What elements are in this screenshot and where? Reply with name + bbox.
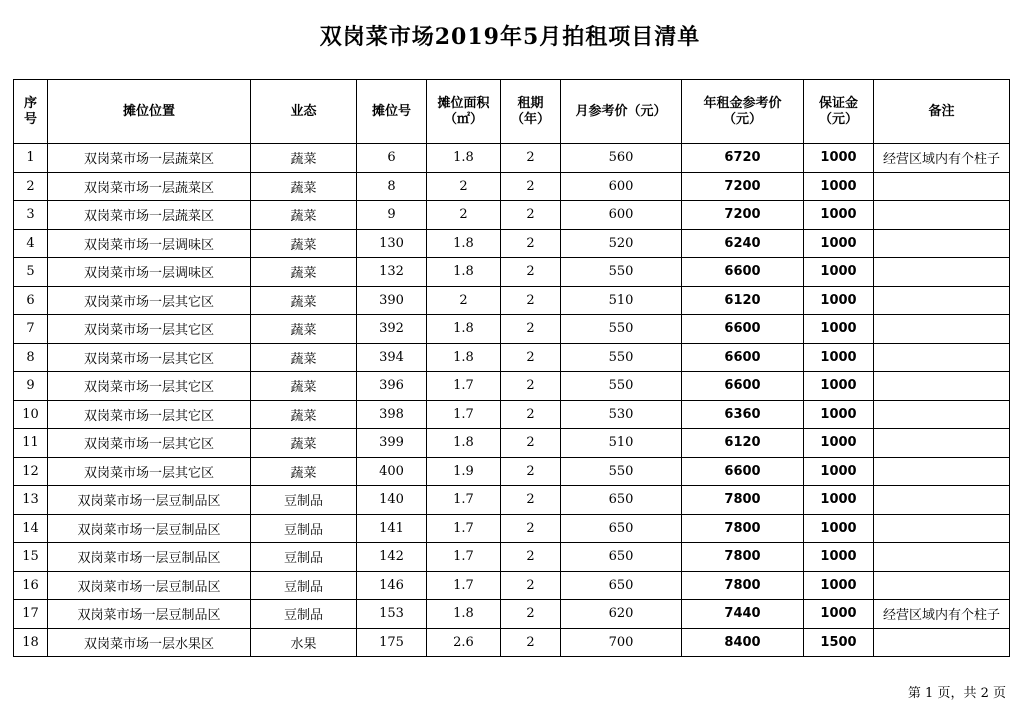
stall-area-cell: 1.8 <box>427 258 501 287</box>
table-row <box>14 457 1010 486</box>
row-number-cell: 1 <box>14 144 48 173</box>
rent-table <box>13 79 1010 657</box>
stall-area-cell: 1.8 <box>427 600 501 629</box>
row-number-cell: 7 <box>14 315 48 344</box>
stall-area-cell: 1.8 <box>427 315 501 344</box>
stall-location-cell: 双岗菜市场一层蔬菜区 <box>48 201 251 230</box>
stall-number-cell: 142 <box>357 543 427 572</box>
annual-rent-cell: 6600 <box>682 315 804 344</box>
monthly-price-cell: 510 <box>561 286 682 315</box>
lease-term-cell: 2 <box>501 343 561 372</box>
lease-term-cell: 2 <box>501 258 561 287</box>
business-type-cell: 蔬菜 <box>251 315 357 344</box>
business-type-cell: 蔬菜 <box>251 201 357 230</box>
annual-rent-cell: 7200 <box>682 172 804 201</box>
lease-term-cell: 2 <box>501 514 561 543</box>
monthly-price-cell: 550 <box>561 343 682 372</box>
deposit-cell: 1000 <box>804 172 874 201</box>
header-cell: 年租金参考价 （元） <box>682 80 804 144</box>
deposit-cell: 1000 <box>804 400 874 429</box>
business-type-cell: 蔬菜 <box>251 372 357 401</box>
table-row <box>14 628 1010 657</box>
deposit-cell: 1000 <box>804 315 874 344</box>
annual-rent-cell: 7440 <box>682 600 804 629</box>
business-type-cell: 水果 <box>251 628 357 657</box>
stall-number-cell: 8 <box>357 172 427 201</box>
stall-number-cell: 140 <box>357 486 427 515</box>
lease-term-cell: 2 <box>501 628 561 657</box>
row-number-cell: 9 <box>14 372 48 401</box>
monthly-price-cell: 510 <box>561 429 682 458</box>
table-row <box>14 400 1010 429</box>
row-number-cell: 16 <box>14 571 48 600</box>
deposit-cell: 1000 <box>804 372 874 401</box>
stall-area-cell: 1.7 <box>427 486 501 515</box>
annual-rent-cell: 6600 <box>682 343 804 372</box>
business-type-cell: 豆制品 <box>251 543 357 572</box>
monthly-price-cell: 530 <box>561 400 682 429</box>
table-row <box>14 343 1010 372</box>
stall-area-cell: 2 <box>427 172 501 201</box>
stall-number-cell: 396 <box>357 372 427 401</box>
deposit-cell: 1000 <box>804 514 874 543</box>
lease-term-cell: 2 <box>501 172 561 201</box>
lease-term-cell: 2 <box>501 600 561 629</box>
table-row <box>14 315 1010 344</box>
stall-location-cell: 双岗菜市场一层其它区 <box>48 457 251 486</box>
lease-term-cell: 2 <box>501 400 561 429</box>
annual-rent-cell: 6240 <box>682 229 804 258</box>
row-number-cell: 4 <box>14 229 48 258</box>
page-title: 双岗菜市场2019年5月拍租项目清单 <box>319 24 701 50</box>
remark-cell <box>874 543 1010 572</box>
row-number-cell: 13 <box>14 486 48 515</box>
remark-cell <box>874 258 1010 287</box>
annual-rent-cell: 6120 <box>682 429 804 458</box>
table-row <box>14 144 1010 173</box>
remark-cell <box>874 400 1010 429</box>
lease-term-cell: 2 <box>501 315 561 344</box>
monthly-price-cell: 620 <box>561 600 682 629</box>
stall-location-cell: 双岗菜市场一层蔬菜区 <box>48 144 251 173</box>
monthly-price-cell: 650 <box>561 571 682 600</box>
deposit-cell: 1000 <box>804 457 874 486</box>
row-number-cell: 6 <box>14 286 48 315</box>
business-type-cell: 蔬菜 <box>251 172 357 201</box>
stall-location-cell: 双岗菜市场一层其它区 <box>48 315 251 344</box>
stall-location-cell: 双岗菜市场一层豆制品区 <box>48 543 251 572</box>
annual-rent-cell: 6600 <box>682 372 804 401</box>
header-cell: 备注 <box>874 80 1010 144</box>
remark-cell: 经营区域内有个柱子 <box>874 144 1010 173</box>
business-type-cell: 豆制品 <box>251 600 357 629</box>
remark-cell <box>874 343 1010 372</box>
stall-number-cell: 392 <box>357 315 427 344</box>
stall-area-cell: 1.8 <box>427 343 501 372</box>
remark-cell <box>874 201 1010 230</box>
monthly-price-cell: 600 <box>561 201 682 230</box>
annual-rent-cell: 7800 <box>682 543 804 572</box>
annual-rent-cell: 7200 <box>682 201 804 230</box>
annual-rent-cell: 6360 <box>682 400 804 429</box>
deposit-cell: 1000 <box>804 201 874 230</box>
stall-area-cell: 2.6 <box>427 628 501 657</box>
remark-cell <box>874 571 1010 600</box>
table-row <box>14 571 1010 600</box>
stall-number-cell: 394 <box>357 343 427 372</box>
page-footer: 第 1 页，共 2 页 <box>907 686 1006 701</box>
header-cell: 摊位号 <box>357 80 427 144</box>
deposit-cell: 1000 <box>804 429 874 458</box>
business-type-cell: 蔬菜 <box>251 258 357 287</box>
deposit-cell: 1000 <box>804 486 874 515</box>
table-row <box>14 172 1010 201</box>
monthly-price-cell: 550 <box>561 258 682 287</box>
stall-number-cell: 400 <box>357 457 427 486</box>
stall-area-cell: 1.8 <box>427 229 501 258</box>
stall-area-cell: 1.7 <box>427 372 501 401</box>
stall-location-cell: 双岗菜市场一层其它区 <box>48 400 251 429</box>
stall-area-cell: 2 <box>427 286 501 315</box>
monthly-price-cell: 650 <box>561 486 682 515</box>
deposit-cell: 1000 <box>804 543 874 572</box>
row-number-cell: 11 <box>14 429 48 458</box>
stall-area-cell: 1.7 <box>427 514 501 543</box>
monthly-price-cell: 550 <box>561 315 682 344</box>
header-cell: 序 号 <box>14 80 48 144</box>
lease-term-cell: 2 <box>501 543 561 572</box>
deposit-cell: 1500 <box>804 628 874 657</box>
table-row <box>14 372 1010 401</box>
row-number-cell: 18 <box>14 628 48 657</box>
stall-location-cell: 双岗菜市场一层蔬菜区 <box>48 172 251 201</box>
business-type-cell: 蔬菜 <box>251 343 357 372</box>
stall-number-cell: 141 <box>357 514 427 543</box>
stall-location-cell: 双岗菜市场一层其它区 <box>48 343 251 372</box>
stall-location-cell: 双岗菜市场一层其它区 <box>48 429 251 458</box>
monthly-price-cell: 600 <box>561 172 682 201</box>
remark-cell <box>874 229 1010 258</box>
stall-location-cell: 双岗菜市场一层其它区 <box>48 372 251 401</box>
annual-rent-cell: 6720 <box>682 144 804 173</box>
remark-cell: 经营区域内有个柱子 <box>874 600 1010 629</box>
stall-number-cell: 130 <box>357 229 427 258</box>
lease-term-cell: 2 <box>501 457 561 486</box>
deposit-cell: 1000 <box>804 144 874 173</box>
header-cell: 业态 <box>251 80 357 144</box>
row-number-cell: 8 <box>14 343 48 372</box>
table-row <box>14 486 1010 515</box>
stall-area-cell: 1.7 <box>427 571 501 600</box>
table-row <box>14 286 1010 315</box>
table-row <box>14 258 1010 287</box>
table-body <box>14 144 1010 657</box>
stall-number-cell: 153 <box>357 600 427 629</box>
annual-rent-cell: 8400 <box>682 628 804 657</box>
header-cell: 摊位面积 （㎡） <box>427 80 501 144</box>
remark-cell <box>874 457 1010 486</box>
deposit-cell: 1000 <box>804 258 874 287</box>
row-number-cell: 15 <box>14 543 48 572</box>
stall-area-cell: 2 <box>427 201 501 230</box>
table-row <box>14 229 1010 258</box>
monthly-price-cell: 560 <box>561 144 682 173</box>
row-number-cell: 17 <box>14 600 48 629</box>
deposit-cell: 1000 <box>804 600 874 629</box>
deposit-cell: 1000 <box>804 229 874 258</box>
monthly-price-cell: 650 <box>561 543 682 572</box>
row-number-cell: 14 <box>14 514 48 543</box>
annual-rent-cell: 6120 <box>682 286 804 315</box>
lease-term-cell: 2 <box>501 486 561 515</box>
table-row <box>14 201 1010 230</box>
business-type-cell: 蔬菜 <box>251 429 357 458</box>
row-number-cell: 2 <box>14 172 48 201</box>
monthly-price-cell: 520 <box>561 229 682 258</box>
annual-rent-cell: 7800 <box>682 571 804 600</box>
monthly-price-cell: 550 <box>561 372 682 401</box>
stall-number-cell: 390 <box>357 286 427 315</box>
stall-location-cell: 双岗菜市场一层其它区 <box>48 286 251 315</box>
business-type-cell: 豆制品 <box>251 514 357 543</box>
header-cell: 保证金 （元） <box>804 80 874 144</box>
table-row <box>14 600 1010 629</box>
business-type-cell: 蔬菜 <box>251 457 357 486</box>
stall-number-cell: 9 <box>357 201 427 230</box>
row-number-cell: 12 <box>14 457 48 486</box>
remark-cell <box>874 372 1010 401</box>
table-row <box>14 543 1010 572</box>
row-number-cell: 10 <box>14 400 48 429</box>
stall-number-cell: 146 <box>357 571 427 600</box>
monthly-price-cell: 550 <box>561 457 682 486</box>
deposit-cell: 1000 <box>804 571 874 600</box>
monthly-price-cell: 700 <box>561 628 682 657</box>
business-type-cell: 豆制品 <box>251 486 357 515</box>
stall-location-cell: 双岗菜市场一层调味区 <box>48 258 251 287</box>
remark-cell <box>874 486 1010 515</box>
row-number-cell: 5 <box>14 258 48 287</box>
stall-number-cell: 398 <box>357 400 427 429</box>
annual-rent-cell: 7800 <box>682 514 804 543</box>
remark-cell <box>874 429 1010 458</box>
lease-term-cell: 2 <box>501 372 561 401</box>
lease-term-cell: 2 <box>501 201 561 230</box>
business-type-cell: 蔬菜 <box>251 229 357 258</box>
lease-term-cell: 2 <box>501 229 561 258</box>
header-cell: 月参考价（元） <box>561 80 682 144</box>
header-row <box>14 80 1010 144</box>
stall-location-cell: 双岗菜市场一层调味区 <box>48 229 251 258</box>
remark-cell <box>874 628 1010 657</box>
remark-cell <box>874 286 1010 315</box>
header-cell: 租期 （年） <box>501 80 561 144</box>
stall-area-cell: 1.8 <box>427 429 501 458</box>
stall-location-cell: 双岗菜市场一层水果区 <box>48 628 251 657</box>
stall-number-cell: 175 <box>357 628 427 657</box>
business-type-cell: 蔬菜 <box>251 400 357 429</box>
header-cell: 摊位位置 <box>48 80 251 144</box>
stall-location-cell: 双岗菜市场一层豆制品区 <box>48 486 251 515</box>
table-row <box>14 514 1010 543</box>
stall-area-cell: 1.8 <box>427 144 501 173</box>
remark-cell <box>874 315 1010 344</box>
remark-cell <box>874 172 1010 201</box>
lease-term-cell: 2 <box>501 429 561 458</box>
stall-location-cell: 双岗菜市场一层豆制品区 <box>48 514 251 543</box>
stall-location-cell: 双岗菜市场一层豆制品区 <box>48 600 251 629</box>
annual-rent-cell: 6600 <box>682 457 804 486</box>
monthly-price-cell: 650 <box>561 514 682 543</box>
stall-area-cell: 1.7 <box>427 543 501 572</box>
business-type-cell: 蔬菜 <box>251 144 357 173</box>
lease-term-cell: 2 <box>501 286 561 315</box>
stall-number-cell: 399 <box>357 429 427 458</box>
lease-term-cell: 2 <box>501 144 561 173</box>
business-type-cell: 豆制品 <box>251 571 357 600</box>
stall-number-cell: 132 <box>357 258 427 287</box>
lease-term-cell: 2 <box>501 571 561 600</box>
deposit-cell: 1000 <box>804 286 874 315</box>
stall-area-cell: 1.7 <box>427 400 501 429</box>
remark-cell <box>874 514 1010 543</box>
stall-number-cell: 6 <box>357 144 427 173</box>
annual-rent-cell: 7800 <box>682 486 804 515</box>
deposit-cell: 1000 <box>804 343 874 372</box>
stall-location-cell: 双岗菜市场一层豆制品区 <box>48 571 251 600</box>
table-row <box>14 429 1010 458</box>
annual-rent-cell: 6600 <box>682 258 804 287</box>
stall-area-cell: 1.9 <box>427 457 501 486</box>
row-number-cell: 3 <box>14 201 48 230</box>
business-type-cell: 蔬菜 <box>251 286 357 315</box>
